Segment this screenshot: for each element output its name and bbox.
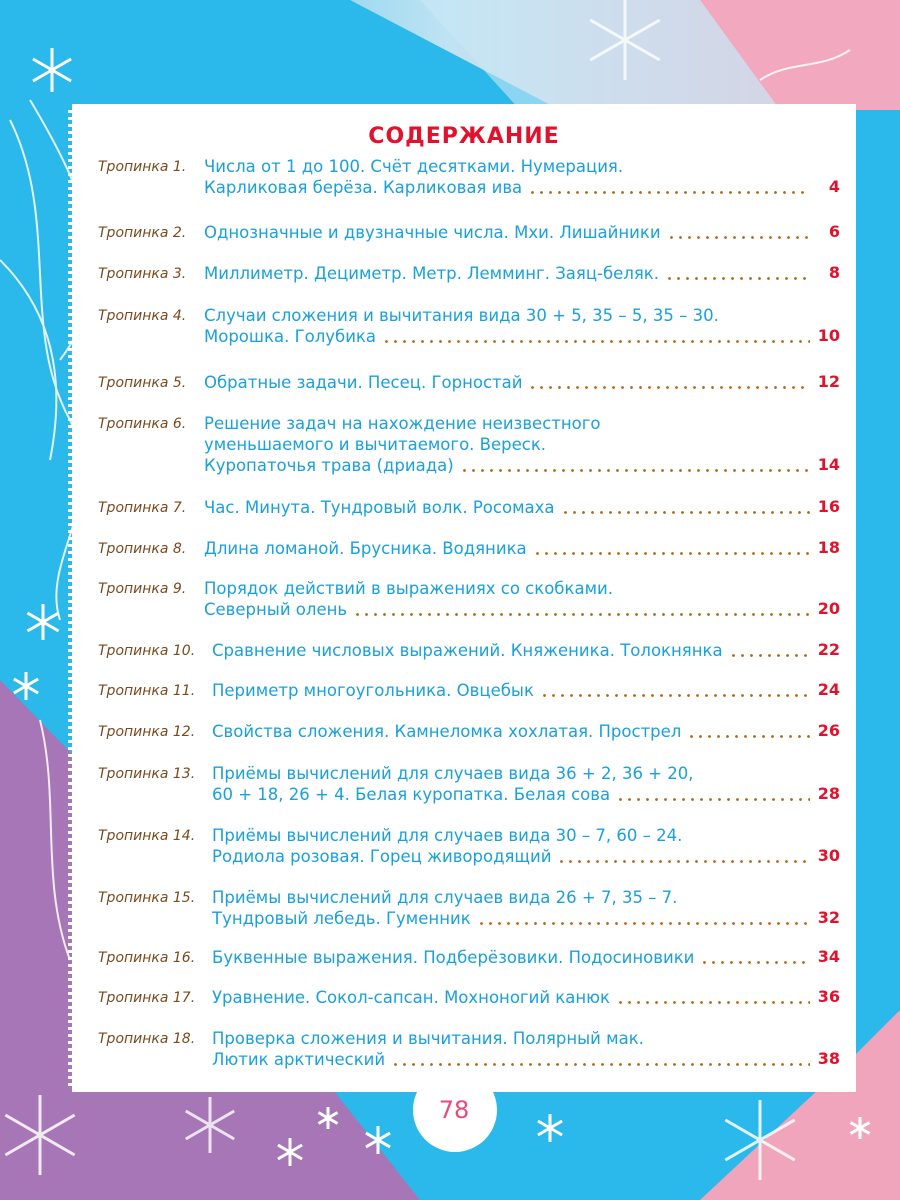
- toc-entry-label: Тропинка 12.: [98, 724, 196, 740]
- toc-entry-text: Числа от 1 до 100. Счёт десятками. Нумерация.: [204, 157, 624, 176]
- toc-entry-text: Приёмы вычислений для случаев вида 36 + 2, 36 + 20,: [212, 764, 694, 783]
- toc-entry-text: Однозначные и двузначные числа. Мхи. Лишайники: [204, 223, 661, 242]
- toc-entry: [98, 413, 840, 476]
- toc-entry-label: Тропинка 1.: [98, 159, 187, 175]
- toc-entry-text: Час. Минута. Тундровый волк. Росомаха: [204, 498, 555, 517]
- toc-entry-page: 30: [817, 846, 840, 865]
- leader-dots: [561, 511, 810, 514]
- toc-entry: [98, 947, 840, 968]
- toc-entry-label: Тропинка 11.: [98, 683, 196, 699]
- leader-dots: [540, 694, 810, 697]
- leader-dots: [533, 552, 810, 555]
- page-title: СОДЕРЖАНИЕ: [368, 124, 560, 149]
- leader-dots: [687, 735, 810, 738]
- toc-entry-page: 16: [817, 497, 840, 516]
- toc-entry-text: Свойства сложения. Камнеломка хохлатая. Прострел: [212, 722, 682, 741]
- toc-entry-label: Тропинка 10.: [98, 643, 196, 659]
- toc-entry: [98, 680, 840, 701]
- toc-entry-text: Приёмы вычислений для случаев вида 30 – 7, 60 – 24.: [212, 826, 683, 845]
- toc-entry-page: 20: [817, 599, 840, 618]
- toc-entry-text: Порядок действий в выражениях со скобками.: [204, 579, 613, 598]
- toc-entry-label: Тропинка 8.: [98, 541, 187, 557]
- toc-entry-label: Тропинка 18.: [98, 1031, 196, 1047]
- toc-entry: [98, 887, 840, 929]
- toc-entry-label: Тропинка 7.: [98, 500, 187, 516]
- toc-entry-label: Тропинка 5.: [98, 375, 187, 391]
- toc-entry-text: Буквенные выражения. Подберёзовики. Подосиновики: [212, 948, 695, 967]
- toc-entry-text: Сравнение числовых выражений. Княженика. Толокнянка: [212, 641, 723, 660]
- toc-entry-page: 18: [817, 538, 840, 557]
- page-number: 78: [438, 1096, 470, 1124]
- toc-entry: [98, 825, 840, 867]
- leader-dots: [460, 469, 810, 472]
- toc-entry-label: Тропинка 13.: [98, 766, 196, 782]
- toc-entry-page: 28: [817, 784, 840, 803]
- leader-dots: [616, 1001, 810, 1004]
- toc-entry-page: 22: [817, 640, 840, 659]
- toc-entry: [98, 987, 840, 1008]
- toc-entry-text: Тундровый лебедь. Гуменник: [212, 909, 471, 928]
- toc-entry-text: уменьшаемого и вычитаемого. Вереск.: [204, 435, 547, 454]
- toc-entry-text: Северный олень: [204, 600, 348, 619]
- toc-entry-text: Морошка. Голубика: [204, 327, 377, 346]
- toc-entry: [98, 640, 840, 661]
- toc-entry-text: Случаи сложения и вычитания вида 30 + 5, 35 – 5, 35 – 30.: [204, 306, 719, 325]
- toc-entry-text: Проверка сложения и вычитания. Полярный мак.: [212, 1029, 644, 1048]
- toc-entry-text: Карликовая берёза. Карликовая ива: [204, 178, 523, 197]
- toc-entry-page: 12: [817, 372, 840, 391]
- leader-dots: [477, 922, 810, 925]
- leader-dots: [528, 191, 810, 194]
- toc-entry-text: Уравнение. Сокол-сапсан. Мохноногий канюк: [212, 988, 611, 1007]
- toc-entry-text: Периметр многоугольника. Овцебык: [212, 681, 534, 700]
- toc-entry-page: 32: [817, 908, 840, 927]
- toc-entry-page: 24: [817, 680, 840, 699]
- leader-dots: [616, 798, 810, 801]
- toc-entry-page: 26: [817, 721, 840, 740]
- toc-entry-text: Длина ломаной. Брусника. Водяника: [204, 539, 527, 558]
- toc-entry-label: Тропинка 6.: [98, 416, 187, 432]
- toc-entry: [98, 721, 840, 742]
- toc-entry-label: Тропинка 17.: [98, 990, 196, 1006]
- toc-entry-page: 8: [828, 263, 840, 282]
- toc-entry: [98, 578, 840, 620]
- leader-dots: [528, 386, 810, 389]
- leader-dots: [665, 277, 810, 280]
- toc-entry-text: Родиола розовая. Горец живородящий: [212, 847, 552, 866]
- toc-entry: [98, 156, 840, 198]
- toc-entry-page: 14: [817, 455, 840, 474]
- toc-entry-page: 38: [817, 1049, 840, 1068]
- contents-panel: [78, 110, 850, 1086]
- toc-entry-text: Решение задач на нахождение неизвестного: [204, 414, 601, 433]
- leader-dots: [729, 654, 810, 657]
- toc-entry-page: 6: [828, 222, 840, 241]
- toc-entry: [98, 263, 840, 284]
- leader-dots: [700, 961, 810, 964]
- toc-entry-text: Лютик арктический: [212, 1050, 386, 1069]
- toc-entry-text: 60 + 18, 26 + 4. Белая куропатка. Белая сова: [212, 785, 611, 804]
- toc-entry-text: Миллиметр. Дециметр. Метр. Лемминг. Заяц-беляк.: [204, 264, 660, 283]
- toc-entry: [98, 222, 840, 243]
- toc-entry-page: 34: [817, 947, 840, 966]
- toc-entry-text: Приёмы вычислений для случаев вида 26 + 7, 35 – 7.: [212, 888, 678, 907]
- toc-entry: [98, 372, 840, 393]
- toc-entry-page: 4: [828, 177, 840, 196]
- toc-entry: [98, 538, 840, 559]
- leader-dots: [382, 340, 810, 343]
- leader-dots: [391, 1063, 810, 1066]
- toc-entry: [98, 305, 840, 347]
- toc-entry: [98, 1028, 840, 1070]
- toc-entry-page: 36: [817, 987, 840, 1006]
- toc-entry-label: Тропинка 2.: [98, 225, 187, 241]
- toc-entry: [98, 497, 840, 518]
- leader-dots: [667, 236, 810, 239]
- toc-entry-text: Куропаточья трава (дриада): [204, 456, 454, 475]
- toc-entry-page: 10: [817, 326, 840, 345]
- toc-entry: [98, 763, 840, 805]
- toc-entry-label: Тропинка 3.: [98, 266, 187, 282]
- leader-dots: [353, 613, 810, 616]
- toc-entry-text: Обратные задачи. Песец. Горностай: [204, 373, 523, 392]
- toc-entry-label: Тропинка 14.: [98, 828, 196, 844]
- toc-entry-label: Тропинка 4.: [98, 308, 187, 324]
- leader-dots: [557, 860, 810, 863]
- toc-entry-label: Тропинка 15.: [98, 890, 196, 906]
- toc-entry-label: Тропинка 9.: [98, 581, 187, 597]
- toc-entry-label: Тропинка 16.: [98, 950, 196, 966]
